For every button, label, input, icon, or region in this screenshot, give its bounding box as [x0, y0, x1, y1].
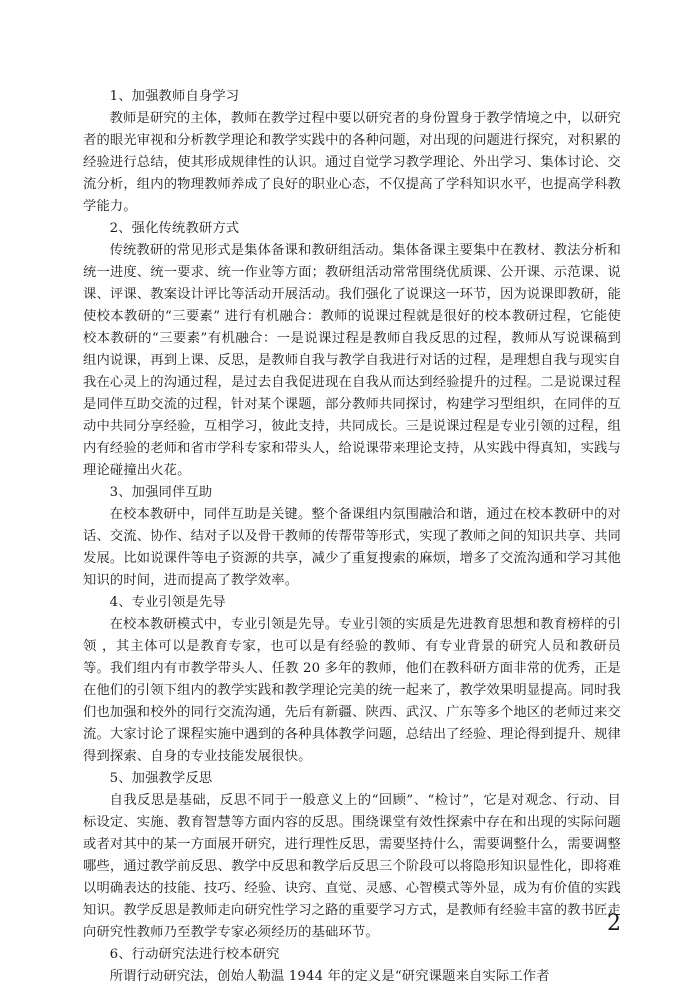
document-body [83, 86, 621, 988]
section-heading-6: 6、行动研究法进行校本研究 [109, 947, 280, 962]
section-heading-3: 3、加强同伴互助 [109, 485, 213, 500]
section-paragraph-3: 在校本教研中，同伴互助是关键。整个备课组内氛围融洽和谐，通过在校本教研中的对话、交流、协作、结对子以及骨干教师的传帮带等形式，实现了教师之间的知识共享、共同发展。比如说课件等电子资源的共享，减少了重复搜索的麻烦，增多了交流沟通和学习其他知识的时间，进而提高了教学效率。 [83, 507, 621, 588]
section-heading-4: 4、专业引领是先导 [109, 595, 226, 610]
page-number: 2 [607, 911, 621, 936]
section-heading-2: 2、强化传统教研方式 [109, 221, 240, 236]
section-heading-1: 1、加强教师自身学习 [109, 89, 240, 104]
section-paragraph-5: 自我反思是基础，反思不同于一般意义上的“回顾”、“检讨”，它是对观念、行动、目标设定、实施、教育智慧等方面内容的反思。围绕课堂有效性探索中存在和出现的实际问题或者对其中的某一方面展开研究，进行理性反思，需要坚持什么，需要调整什么，需要调整哪些，通过教学前反思、教学中反思和教学后反思三个阶段可以将隐形知识显性化，即将难以明确表达的技能、技巧、经验、诀窍、直觉、灵感、心智模式等外显，成为有价值的实践知识。教学反思是教师走向研究性学习之路的重要学习方式，是教师有经验丰富的教书匠走向研究性教师乃至教学专家必须经历的基础环节。 [83, 793, 621, 940]
section-paragraph-1: 教师是研究的主体，教师在教学过程中要以研究者的身份置身于教学情境之中，以研究者的眼光审视和分析教学理论和教学实践中的各种问题，对出现的问题进行探究，对积累的经验进行总结，使其形成规律性的认识。通过自觉学习教学理论、外出学习、集体讨论、交流分析，组内的物理教师养成了良好的职业心态，不仅提高了学科知识水平，也提高学科教学能力。 [83, 111, 621, 214]
section-paragraph-2: 传统教研的常见形式是集体备课和教研组活动。集体备课主要集中在教材、教法分析和统一进度、统一要求、统一作业等方面；教研组活动常常围绕优质课、公开课、示范课、说课、评课、教案设计评比等活动开展活动。我们强化了说课这一环节，因为说课即教研，能使校本教研的“三要素” 进行有机融合：教师的说课过程就是很好的校本教研过程，它能使校本教研的“三要素”有机融合：一是说课过程是教师自我反思的过程，教师从写说课稿到组内说课，再到上课、反思，是教师自我与教学自我进行对话的过程，是理想自我与现实自我在心灵上的沟通过程，是过去自我促进现在自我从而达到经验提升的过程。二是说课过程是同伴互助交流的过程，针对某个课题，部分教师共同探讨，构建学习型组织，在同伴的互动中共同分享经验，互相学习，彼此支持，共同成长。三是说课过程是专业引领的过程，组内有经验的老师和省市学科专家和带头人，给说课带来理论支持，从实践中得真知，实践与理论碰撞出火花。 [83, 243, 621, 478]
section-heading-5: 5、加强教学反思 [109, 771, 213, 786]
section-paragraph-4: 在校本教研模式中，专业引领是先导。专业引领的实质是先进教育思想和教育榜样的引领 ，其主体可以是教育专家，也可以是有经验的教师、有专业背景的研究人员和教研员等。我们组内有市教学带头人、任教 20 多年的教师，他们在教科研方面非常的优秀，正是在他们的引领下组内的教学实践和教学理论完美的统一起来了，教学效果明显提高。同时我们也加强和校外的同行交流沟通，先后有新疆、陕西、武汉、广东等多个地区的老师过来交流。大家讨论了课程实施中遇到的各种具体教学问题，总结出了经验、理论得到提升、规律得到探索、自身的专业技能发展很快。 [83, 617, 621, 764]
section-paragraph-6: 所谓行动研究法，创始人勒温 1944 年的定义是“研究课题来自实际工作者 [109, 969, 550, 984]
